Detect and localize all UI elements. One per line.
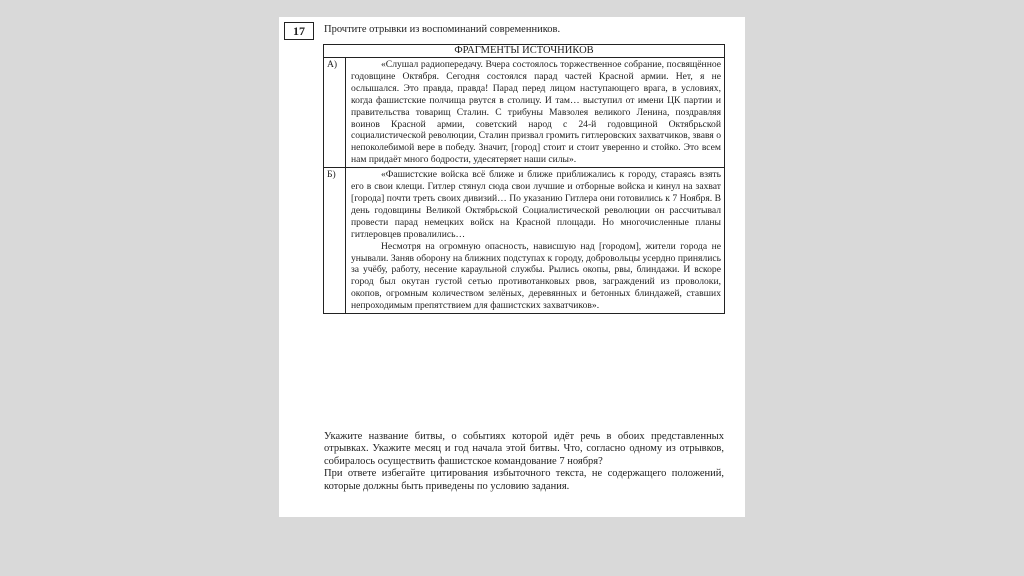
fragment-paragraph: «Фашистские войска всё ближе и ближе приближались к городу, стараясь взять его в свои клещи. Гитлер стянул сюда свои лучшие и отборные войска и кинул на захват [города] почти треть своих дивизий… По указанию Гитлера они готовились к 7 Ноября. В день годовщины Великой Октябрьской Социалистической революции он рассчитывал провести парад немецких войск на Красной площади. Но многочисленные планы гитлеровцев провалились…	[351, 169, 721, 240]
task-instruction: При ответе избегайте цитирования избыточного текста, не содержащего положений, которые должны быть приведены по условию задания.	[324, 468, 724, 492]
sources-table	[323, 44, 725, 314]
fragment-text	[346, 58, 725, 168]
fragment-label: А)	[324, 58, 346, 168]
sources-table-header: ФРАГМЕНТЫ ИСТОЧНИКОВ	[324, 45, 725, 58]
fragment-row-b	[324, 168, 725, 314]
exam-sheet	[279, 17, 745, 517]
fragment-row-a	[324, 58, 725, 168]
fragment-paragraph: «Слушал радиопередачу. Вчера состоялось торжественное собрание, посвящённое годовщине Октября. Сегодня состоялся парад частей Красной армии. Нет, я не ослышался. Это правда, правда! Парад перед лицом наступающего врага, в условиях, когда фашистские полчища рвутся в столицу. И там… выступил от имени ЦК партии и правительства товарищ Сталин. С трибуны Мавзолея великого Ленина, поздравляя воинов Красной армии, советский народ с 24-й годовщиной Октябрьской социалистической революции, Сталин призвал громить гитлеровских захватчиков, звавя о непоколебимой вере в победу. Значит, [город] стоит и стоит уверенно и стойко. Это всем нам придаёт много бодрости, удесятеряет наши силы».	[351, 59, 721, 166]
fragment-label: Б)	[324, 168, 346, 314]
fragment-text	[346, 168, 725, 314]
question-number: 17	[284, 22, 314, 40]
task-question: Укажите название битвы, о событиях которой идёт речь в обоих представленных отрывках. Укажите месяц и год начала этой битвы. Что, согласно одному из отрывков, собиралось осуществить фашистское командование 7 ноября?	[324, 431, 724, 467]
task-text	[324, 431, 724, 493]
question-intro: Прочтите отрывки из воспоминаний современников.	[324, 24, 561, 35]
fragment-paragraph: Несмотря на огромную опасность, нависшую над [городом], жители города не унывали. Заняв оборону на ближних подступах к городу, добровольцы усердно принялись за учёбу, работу, несение караульной службы. Рылись окопы, рвы, блиндажи. И вскоре город был окутан густой сетью противотанковых рвов, заграждений из проволоки, окопов, огромным количеством зелёных, деревянных и бетонных блиндажей, ставших непроходимым препятствием для фашистских захватчиков».	[351, 240, 721, 312]
